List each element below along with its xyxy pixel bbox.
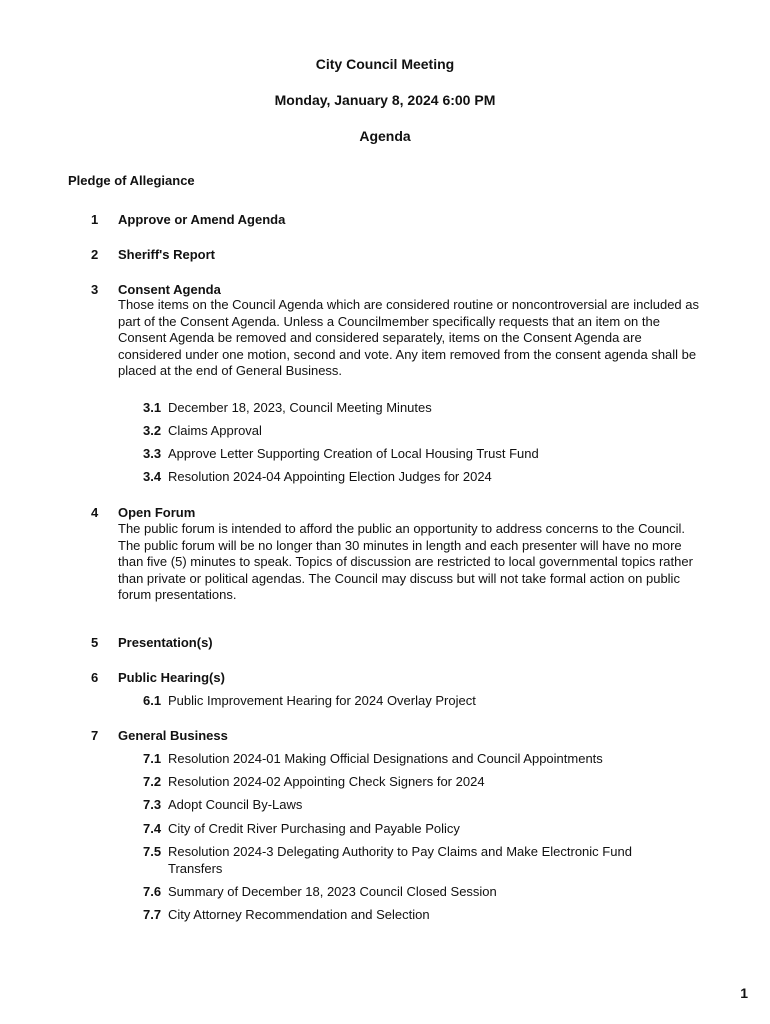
subitem-text: City Attorney Recommendation and Selection	[168, 907, 430, 922]
subitem-number: 7.6	[143, 884, 162, 899]
subitem-text: Public Improvement Hearing for 2024 Overlay Project	[168, 693, 476, 708]
subitem-number: 3.3	[143, 446, 162, 461]
subitem-number: 7.7	[143, 907, 162, 922]
item-number: 5	[91, 635, 99, 650]
item-number: 4	[91, 505, 99, 520]
subitem-text: Adopt Council By-Laws	[168, 797, 303, 812]
subitem-text: December 18, 2023, Council Meeting Minutes	[168, 400, 432, 415]
agenda-heading: Agenda	[359, 128, 411, 144]
subitem-text: Resolution 2024-3 Delegating Authority to Pay Claims and Make Electronic Fund Transfers	[168, 844, 632, 876]
subitem-text: Resolution 2024-04 Appointing Election Judges for 2024	[168, 469, 492, 484]
subitem-number: 7.4	[143, 821, 162, 836]
page-number: 1	[740, 985, 748, 1001]
item-title-open-forum: Open Forum	[118, 505, 196, 520]
subitem-text: Claims Approval	[168, 423, 262, 438]
item-number: 1	[91, 212, 99, 227]
item-title-general-business: General Business	[118, 728, 228, 743]
open-forum-description: The public forum is intended to afford the public an opportunity to address concerns to the Council. The public forum will be no longer than 30 minutes in length and each presenter will have no more than five (5) minutes to speak. Topics of discussion are restricted to local governmental topics rather than private or political agendas. The Council may discuss but will not take formal action on public forum presentations.	[118, 521, 693, 602]
subitem-text: Resolution 2024-02 Appointing Check Signers for 2024	[168, 774, 485, 789]
subitem-text: Approve Letter Supporting Creation of Local Housing Trust Fund	[168, 446, 539, 461]
subitem-number: 7.2	[143, 774, 162, 789]
subitem-number: 7.1	[143, 751, 162, 766]
pledge-of-allegiance: Pledge of Allegiance	[68, 173, 195, 188]
subitem-number: 7.5	[143, 844, 162, 859]
item-number: 2	[91, 247, 99, 262]
subitem-number: 3.2	[143, 423, 162, 438]
subitem-number: 3.1	[143, 400, 162, 415]
item-title-public-hearings: Public Hearing(s)	[118, 670, 225, 685]
item-number: 6	[91, 670, 99, 685]
subitem-text: Resolution 2024-01 Making Official Designations and Council Appointments	[168, 751, 603, 766]
item-title-sheriffs-report: Sheriff's Report	[118, 247, 215, 262]
subitem-number: 3.4	[143, 469, 162, 484]
item-number: 7	[91, 728, 99, 743]
item-title-consent-agenda: Consent Agenda	[118, 282, 221, 297]
item-title-approve-agenda: Approve or Amend Agenda	[118, 212, 286, 227]
consent-agenda-description: Those items on the Council Agenda which are considered routine or noncontroversial are included as part of the Consent Agenda. Unless a Councilmember specifically requests that an item on the Consent Agenda be removed and considered separately, items on the Consent Agenda are considered under one motion, second and vote. Any item removed from the consent agenda shall be placed at the end of General Business.	[118, 297, 700, 378]
meeting-title: City Council Meeting	[315, 56, 455, 72]
subitem-text: City of Credit River Purchasing and Payable Policy	[168, 821, 460, 836]
subitem-number: 7.3	[143, 797, 162, 812]
item-number: 3	[91, 282, 99, 297]
item-title-presentations: Presentation(s)	[118, 635, 213, 650]
subitem-text: Summary of December 18, 2023 Council Closed Session	[168, 884, 497, 899]
subitem-number: 6.1	[143, 693, 162, 708]
meeting-date: Monday, January 8, 2024 6:00 PM	[274, 92, 496, 108]
